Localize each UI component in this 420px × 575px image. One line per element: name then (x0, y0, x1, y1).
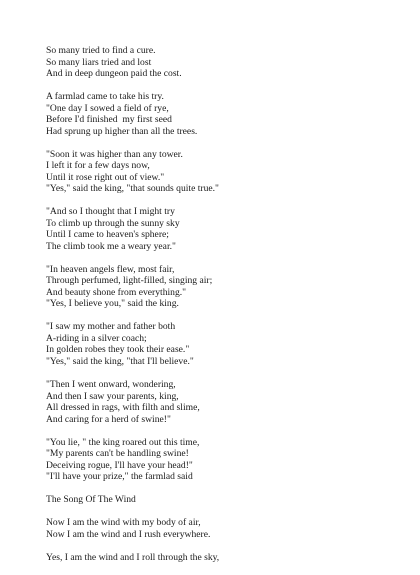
poem-line: Had sprung up higher than all the trees. (46, 125, 198, 137)
poem-line: And in deep dungeon paid the cost. (46, 68, 182, 79)
poem-line: And then I saw your parents, king, (46, 390, 179, 402)
poem-line: "In heaven angels flew, most fair, (46, 263, 175, 275)
stanza (46, 91, 396, 137)
poem-line: Now I am the wind and I rush everywhere. (46, 528, 211, 540)
poem-line: A-riding in a silver coach; (46, 332, 147, 344)
poem-line: Before I'd finished my first seed (46, 114, 172, 126)
poem-line: Through perfumed, light-filled, singing air; (46, 275, 213, 287)
poem-line: "Then I went onward, wondering, (46, 379, 176, 391)
poem-line: "Yes," said the king, "that sounds quite true." (46, 183, 219, 195)
stanza (46, 379, 396, 425)
poem-line: I left it for a few days now, (46, 160, 150, 172)
poem-line: "One day I sowed a field of rye, (46, 102, 169, 114)
poem-line: So many liars tried and lost (46, 56, 152, 68)
poem-line: "And so I thought that I might try (46, 206, 175, 218)
poem-line: "My parents can't be handling swine! (46, 448, 189, 460)
poem-line: So many tried to find a cure. (46, 45, 156, 56)
poem-line: All dressed in rags, with filth and slime, (46, 402, 200, 414)
poem-line: And beauty shone from everything." (46, 286, 187, 298)
poem-line: Now I am the wind with my body of air, (46, 517, 201, 529)
stanza (46, 149, 396, 195)
poem-line: "I'll have your prize," the farmlad said (46, 471, 193, 483)
poem-line: To climb up through the sunny sky (46, 217, 180, 229)
poem-line: "Yes," said the king, "that I'll believe." (46, 355, 194, 367)
poem-line: In golden robes they took their ease." (46, 344, 190, 356)
poem-line: "Yes, I believe you," said the king. (46, 298, 179, 310)
poem-line: "Soon it was higher than any tower. (46, 148, 183, 160)
poem-line: Until it rose right out of view." (46, 171, 165, 183)
poem-title: The Song Of The Wind (46, 494, 136, 506)
poem-text (46, 45, 396, 575)
poem-line: Yes, I am the wind and I roll through the sky, (46, 551, 220, 563)
stanza (46, 45, 396, 80)
poem-line: And caring for a herd of swine!" (46, 413, 171, 425)
poem-line: Until I came to heaven's sphere; (46, 229, 169, 241)
stanza (46, 206, 396, 252)
poem-line: A farmlad came to take his try. (46, 91, 164, 103)
poem-line: "You lie, " the king roared out this time, (46, 436, 200, 448)
poem-line: "I saw my mother and father both (46, 321, 176, 333)
stanza (46, 264, 396, 310)
stanza (46, 517, 396, 540)
stanza (46, 552, 396, 564)
stanza (46, 437, 396, 483)
stanza (46, 321, 396, 367)
poem-line: Deceiving rogue, I'll have your head!" (46, 459, 193, 471)
poem-line: The climb took me a weary year." (46, 240, 176, 252)
